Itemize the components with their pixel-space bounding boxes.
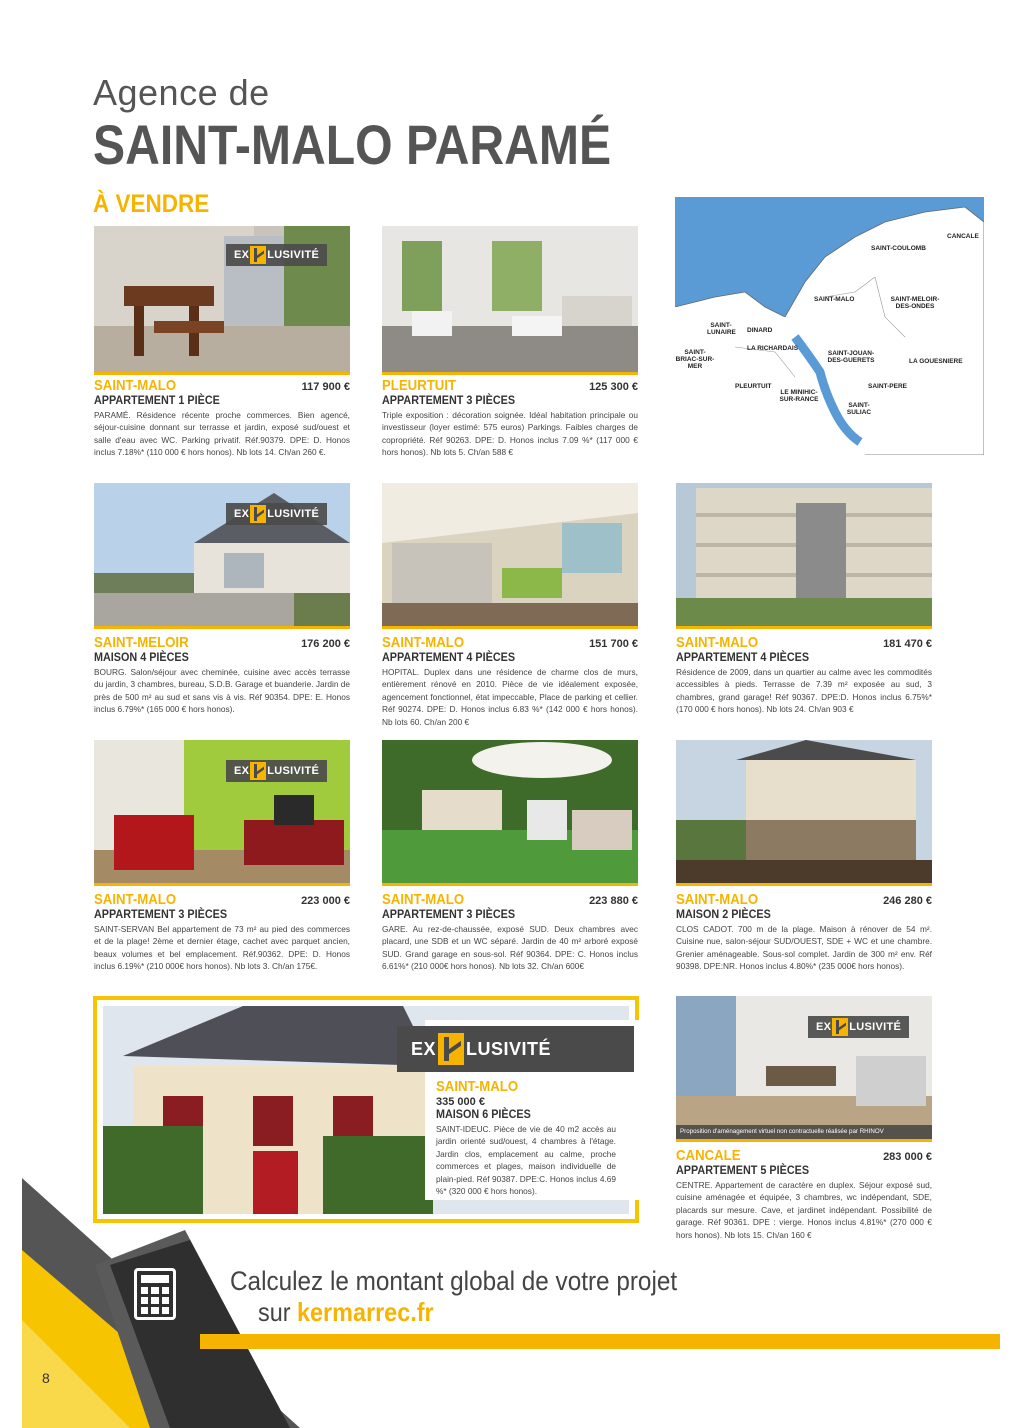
listing-type: APPARTEMENT 5 PIÈCES bbox=[676, 1163, 810, 1177]
listing-price: 246 280 € bbox=[883, 895, 932, 907]
listing-price: 181 470 € bbox=[883, 638, 932, 650]
featured-exclusivite-badge: EX LUSIVITÉ bbox=[397, 1026, 634, 1072]
listing-type: APPARTEMENT 4 PIÈCES bbox=[382, 650, 516, 664]
listing-description: HOPITAL. Duplex dans une résidence de charme clos de murs, entièrement rénové en 2010. Pièce de vie idéalement exposée, agencement fonctionnel, état impeccable, Place de parking et cellier. Réf 90274. DPE: D. Honos inclus 6.83 %* (142 000 € hors honos). Nb lots 60. Ch/an 200 € bbox=[382, 667, 638, 727]
listing-price: 151 700 € bbox=[589, 638, 638, 650]
exclusivite-badge: EX LUSIVITÉ bbox=[226, 244, 327, 266]
map-label-la-richardais: LA RICHARDAIS bbox=[747, 345, 799, 352]
listing-description: Triple exposition : décoration soignée. Idéal habitation principale ou investisseur (loyer estimé: 575 euros) Parkings. Faibles charges de copropriété. Réf 90263. DPE: D. Honos inclus 7.09 %* (117 000 € hors honos). Nb lots 5. Ch/an 588 € bbox=[382, 410, 638, 458]
map-label-saint-briac: SAINT-BRIAC-SUR-MER bbox=[675, 349, 715, 370]
listing-photo-2[interactable] bbox=[382, 226, 638, 375]
cta-prefix: sur bbox=[258, 1297, 298, 1327]
listing-price: 176 200 € bbox=[301, 638, 350, 650]
listing-description: GARE. Au rez-de-chaussée, exposé SUD. Deux chambres avec placard, une SDB et un WC séparé. Jardin de 40 m² arboré exposé SUD. Grand garage en sous-sol. Réf 90364. DPE: C. Honos inclus 6.61%* (210 000€ hors honos). Nb lots 32. Ch/an 600€ bbox=[382, 924, 638, 972]
listing-photo-8[interactable] bbox=[676, 740, 932, 886]
map-label-dinard: DINARD bbox=[747, 327, 773, 334]
listing-photo-6[interactable] bbox=[94, 740, 350, 886]
listing-price: 117 900 € bbox=[301, 381, 350, 393]
listing-city: SAINT-MALO bbox=[676, 891, 759, 908]
map-label-saint-pere: SAINT-PERE bbox=[868, 383, 908, 390]
listing-type: APPARTEMENT 4 PIÈCES bbox=[676, 650, 810, 664]
listing-price: 283 000 € bbox=[883, 1151, 932, 1163]
calculator-icon bbox=[134, 1268, 176, 1320]
listing-type: MAISON 2 PIÈCES bbox=[676, 907, 771, 921]
exclusivite-badge: EX LUSIVITÉ bbox=[226, 503, 327, 525]
region-map bbox=[675, 197, 984, 455]
page-number: 8 bbox=[42, 1370, 50, 1386]
listing-type: APPARTEMENT 1 PIÈCE bbox=[94, 393, 220, 407]
listing-type: APPARTEMENT 3 PIÈCES bbox=[382, 907, 516, 921]
listing-type: APPARTEMENT 3 PIÈCES bbox=[382, 393, 516, 407]
footer-bar bbox=[200, 1334, 1000, 1349]
listing-3[interactable] bbox=[94, 634, 350, 716]
listing-description: CENTRE. Appartement de caractère en duplex. Séjour exposé sud, cuisine aménagée et équipée, 3 chambres, wc indépendant, SDE, placards sur mesure. Cave, et jardinet indépendant. Possibilité de garage. Réf 90361. DPE : vierge. Honos inclus 4.81%* (270 000 € hors honos). Nb lots 15. Ch/an 160 € bbox=[676, 1180, 932, 1240]
map-label-saint-coulomb: SAINT-COULOMB bbox=[871, 245, 926, 252]
featured-price: 335 000 € bbox=[436, 1096, 485, 1108]
listing-4[interactable] bbox=[382, 634, 638, 728]
map-label-cancale: CANCALE bbox=[947, 233, 979, 240]
listing-city: SAINT-MELOIR bbox=[94, 634, 189, 651]
listing-description: SAINT-SERVAN Bel appartement de 73 m² au pied des commerces et de la plage! 2ème et dernier étage, cachet avec parquet ancien, beaux volumes et bel emplacement. Réf.90362. DPE: D. Honos inclus 6.19%* (210 000€ hors honos). Nb lots 3. Ch/an 175€. bbox=[94, 924, 350, 972]
listing-photo-9[interactable] bbox=[676, 996, 932, 1142]
section-title: À VENDRE bbox=[93, 190, 210, 218]
website-link[interactable]: kermarrec.fr bbox=[297, 1297, 434, 1327]
listing-photo-5[interactable] bbox=[676, 483, 932, 629]
listing-8[interactable] bbox=[676, 891, 932, 973]
exclusivite-badge: EX LUSIVITÉ bbox=[226, 760, 327, 782]
listing-5[interactable] bbox=[676, 634, 932, 716]
listing-photo-3[interactable] bbox=[94, 483, 350, 629]
agence-label: Agence de bbox=[93, 72, 270, 113]
map-label-saint-suliac: SAINT-SULIAC bbox=[846, 402, 872, 416]
featured-city: SAINT-MALO bbox=[436, 1078, 519, 1095]
listing-description: CLOS CADOT. 700 m de la plage. Maison à rénover de 54 m². Cuisine nue, salon-séjour SUD/OUEST, SDE + WC et une chambre. Grenier aménageable. Sous-sol complet. Jardin de 300 m² env. Réf 90398. DPE:NR. Honos inclus 4.80%* (235 000€ hors honos). bbox=[676, 924, 932, 972]
map-label-la-gouesniere: LA GOUESNIERE bbox=[909, 358, 963, 365]
listing-9[interactable] bbox=[676, 1147, 932, 1241]
listing-city: SAINT-MALO bbox=[676, 634, 759, 651]
featured-type: MAISON 6 PIÈCES bbox=[436, 1107, 531, 1121]
listing-photo-1[interactable] bbox=[94, 226, 350, 375]
exclusivite-badge: EX LUSIVITÉ bbox=[808, 1016, 909, 1038]
listing-price: 223 880 € bbox=[589, 895, 638, 907]
map-label-saint-lunaire: SAINT-LUNAIRE bbox=[707, 322, 736, 336]
listing-description: PARAMÉ. Résidence récente proche commerces. Bien agencé, séjour-cuisine donnant sur terrasse et jardin, exposé sud/ouest et salle d'eau avec WC. Parking privatif. Réf.90379. DPE: D. Honos inclus 7.18%* (110 000 € hors honos). Nb lots 14. Ch/an 260 €. bbox=[94, 410, 350, 458]
listing-city: SAINT-MALO bbox=[94, 891, 177, 908]
listing-photo-7[interactable] bbox=[382, 740, 638, 886]
k-logo-icon bbox=[250, 762, 266, 780]
listing-description: BOURG. Salon/séjour avec cheminée, cuisine avec accès terrasse du jardin, 3 chambres, bureau, S.D.B. Garage et buanderie. Jardin de près de 500 m² au sud et sans vis à vis. Réf 90354. DPE: E. Honos inclus 6.79%* (165 000 € hors honos). bbox=[94, 667, 350, 715]
cta-link-line bbox=[258, 1297, 434, 1328]
cta-text: Calculez le montant global de votre projet bbox=[230, 1266, 678, 1296]
map-label-saint-malo: SAINT-MALO bbox=[814, 296, 855, 303]
listing-description: Résidence de 2009, dans un quartier au calme avec les commodités accessibles à pieds. Terrasse de 7.39 m² exposée au sud, 3 chambres, grand garage! Réf 90367. DPE:D. Honos inclus 6.75%* (170 000 € hors honos). Nb lots 24. Ch/an 903 € bbox=[676, 667, 932, 715]
featured-text bbox=[436, 1078, 616, 1197]
listing-1[interactable] bbox=[94, 377, 350, 459]
listing-city: SAINT-MALO bbox=[382, 891, 465, 908]
listing-price: 125 300 € bbox=[589, 381, 638, 393]
listing-type: APPARTEMENT 3 PIÈCES bbox=[94, 907, 228, 921]
listing-6[interactable] bbox=[94, 891, 350, 973]
map-label-saint-meloir: SAINT-MELOIR-DES-ONDES bbox=[890, 296, 940, 310]
rhinov-caption: Proposition d'aménagement virtuel non contractuelle réalisée par RHINOV bbox=[676, 1125, 932, 1139]
listing-city: CANCALE bbox=[676, 1147, 741, 1164]
k-logo-icon bbox=[250, 246, 266, 264]
map-label-le-minihic: LE MINIHIC-SUR-RANCE bbox=[779, 389, 819, 403]
listing-city: SAINT-MALO bbox=[94, 377, 177, 394]
featured-description: SAINT-IDEUC. Pièce de vie de 40 m2 accès au jardin orienté sud/ouest, 4 chambres à l'étage. Jardin clos, emplacement au calme, proche commerces et plages, maison individuelle de plain-pied. Réf 90387. DPE:C. Honos inclus 4.69 %* (320 000 € hors honos). bbox=[436, 1124, 616, 1197]
listing-photo-4[interactable] bbox=[382, 483, 638, 629]
k-logo-icon bbox=[438, 1033, 464, 1065]
map-label-pleurtuit: PLEURTUIT bbox=[735, 383, 772, 390]
listing-type: MAISON 4 PIÈCES bbox=[94, 650, 189, 664]
listing-7[interactable] bbox=[382, 891, 638, 973]
listing-2[interactable] bbox=[382, 377, 638, 459]
page-title: SAINT-MALO PARAMÉ bbox=[93, 113, 612, 176]
k-logo-icon bbox=[832, 1018, 848, 1036]
listing-city: PLEURTUIT bbox=[382, 377, 457, 394]
listing-city: SAINT-MALO bbox=[382, 634, 465, 651]
map-label-saint-jouan: SAINT-JOUAN-DES-GUERETS bbox=[827, 350, 875, 364]
k-logo-icon bbox=[250, 505, 266, 523]
listing-price: 223 000 € bbox=[301, 895, 350, 907]
